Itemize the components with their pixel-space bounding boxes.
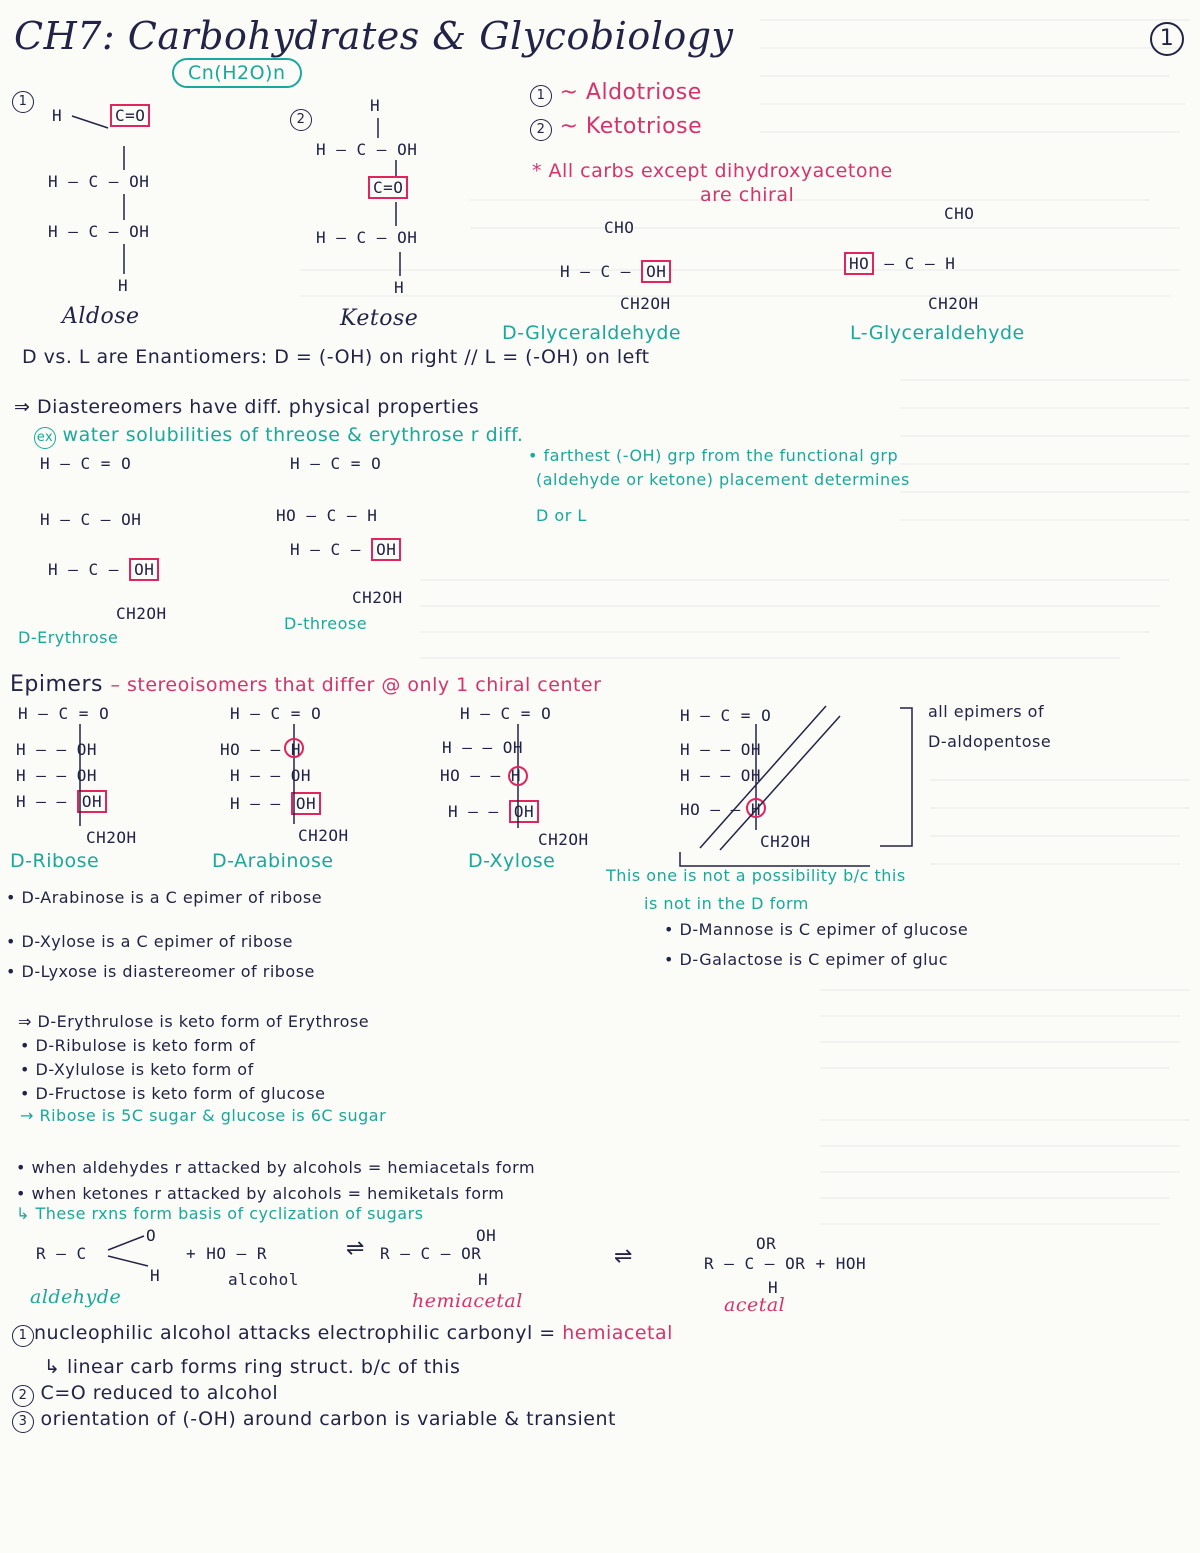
reaction-aldehyde-o: O: [146, 1226, 157, 1245]
keto-form-fructose: • D-Fructose is keto form of glucose: [20, 1084, 326, 1103]
mannose-fact: • D-Mannose is C epimer of glucose: [664, 920, 969, 939]
keto-form-xylulose: • D-Xylulose is keto form of: [20, 1060, 254, 1079]
step-3: 3 orientation of (-OH) around carbon is variable & transient: [12, 1408, 616, 1433]
ketose-top: H: [370, 96, 381, 115]
arabinose-top: H — C = O: [230, 704, 322, 723]
ribose-row-3: H — — OH: [16, 792, 107, 811]
label-hemiacetal: hemiacetal: [412, 1290, 523, 1312]
aldose-bottom: H: [118, 276, 129, 295]
ribose-glucose-note: → Ribose is 5C sugar & glucose is 6C sugar: [20, 1106, 387, 1125]
erythrose-row-2: H — C — OH: [48, 560, 159, 579]
epimer-fact-xylose: • D-Xylose is a C epimer of ribose: [6, 932, 293, 951]
epimer-fact-arabinose: • D-Arabinose is a C epimer of ribose: [6, 888, 323, 907]
enantiomer-note: D vs. L are Enantiomers: D = (-OH) on right // L = (-OH) on left: [22, 346, 650, 368]
l-glyceraldehyde-ho: HO: [844, 252, 874, 275]
reaction-hemiacetal: R — C — OR: [380, 1244, 482, 1263]
bond-line: [108, 1236, 144, 1250]
page-title: CH7: Carbohydrates & Glycobiology: [14, 14, 734, 58]
ribose-label: D-Ribose: [10, 850, 100, 872]
dl-note-line-3: D or L: [536, 506, 587, 525]
xylose-bottom: CH2OH: [538, 830, 589, 849]
ketose-label: Ketose: [340, 306, 419, 331]
reaction-alcohol-reagent: + HO — R: [186, 1244, 268, 1263]
epimer-bracket: [880, 708, 912, 846]
invalid-structure-row-2: H — — OH: [680, 766, 762, 785]
epimer-bracket: [680, 852, 870, 866]
cross-out-line: [720, 716, 840, 850]
hemiketal-note: • when ketones r attacked by alcohols = hemiketals form: [16, 1184, 505, 1203]
threose-label: D-threose: [284, 614, 368, 633]
d-glyceraldehyde-oh: OH: [641, 260, 671, 283]
d-glyceraldehyde-top: CHO: [604, 218, 635, 237]
ribose-bottom: CH2OH: [86, 828, 137, 847]
erythrose-row-1: H — C — OH: [40, 510, 142, 529]
ribose-oh: OH: [77, 790, 107, 813]
erythrose-label: D-Erythrose: [18, 628, 119, 647]
bond-line: [108, 1256, 148, 1266]
aldose-row-2: H — C — OH: [48, 222, 150, 241]
invalid-structure-top: H — C = O: [680, 706, 772, 725]
erythrose-bottom: CH2OH: [116, 604, 167, 623]
d-glyceraldehyde-middle: H — C — OH: [560, 262, 671, 281]
l-glyceraldehyde-top: CHO: [944, 204, 975, 223]
erythrose-top: H — C = O: [40, 454, 132, 473]
dl-note-line-1: • farthest (-OH) grp from the functional grp: [528, 446, 899, 465]
ketose-row-1: H — C — OH: [316, 140, 418, 159]
invalid-structure-row-1: H — — OH: [680, 740, 762, 759]
l-glyceraldehyde-bottom: CH2OH: [928, 294, 979, 313]
xylose-oh: OH: [509, 800, 539, 823]
cross-out-line: [700, 706, 826, 848]
label-acetal: acetal: [724, 1294, 786, 1316]
step-2: 2 C=O reduced to alcohol: [12, 1382, 278, 1407]
arabinose-row-3: H — — OH: [230, 794, 321, 813]
threose-bottom: CH2OH: [352, 588, 403, 607]
aldose-h: H: [52, 106, 63, 125]
ketose-number: 2: [290, 108, 312, 131]
diastereomer-heading: ⇒ Diastereomers have diff. physical properties: [14, 396, 480, 418]
not-possible-line-2: is not in the D form: [644, 894, 809, 913]
reaction-equilibrium-1: ⇌: [346, 1236, 365, 1261]
ketose-bottom: H: [394, 278, 405, 297]
bracket-note-line-1: all epimers of: [928, 702, 1045, 721]
xylose-top: H — C = O: [460, 704, 552, 723]
cyclization-note: ↳ These rxns form basis of cyclization of sugars: [16, 1204, 424, 1223]
formula-bubble: Cn(H2O)n: [172, 58, 302, 88]
arabinose-row-1: HO — — H: [220, 740, 302, 759]
threose-row-2: H — C — OH: [290, 540, 401, 559]
diastereomer-example: ex water solubilities of threose & erythrose r diff.: [34, 424, 523, 449]
erythrose-oh: OH: [129, 558, 159, 581]
xylose-row-2: HO — — H: [440, 766, 522, 785]
xylose-label: D-Xylose: [468, 850, 556, 872]
reaction-acetal: R — C — OR + HOH: [704, 1254, 867, 1273]
arabinose-oh: OH: [291, 792, 321, 815]
bond-line: [72, 116, 108, 128]
keto-form-ribulose: • D-Ribulose is keto form of: [20, 1036, 256, 1055]
ketose-row-2: H — C — OH: [316, 228, 418, 247]
aldotriose-note: 1 ~ Aldotriose: [530, 80, 702, 107]
step-1: 1 nucleophilic alcohol attacks electrophilic carbonyl = hemiacetal: [12, 1322, 673, 1347]
xylose-row-1: H — — OH: [442, 738, 524, 757]
reaction-hemiacetal-oh: OH: [476, 1226, 497, 1245]
threose-top: H — C = O: [290, 454, 382, 473]
arabinose-label: D-Arabinose: [212, 850, 334, 872]
reaction-alcohol-label: alcohol: [228, 1270, 299, 1289]
ribose-top: H — C = O: [18, 704, 110, 723]
reaction-acetal-or: OR: [756, 1234, 777, 1253]
arabinose-row-2: H — — OH: [230, 766, 312, 785]
keto-form-erythrulose: ⇒ D-Erythrulose is keto form of Erythrose: [18, 1012, 370, 1031]
bracket-note-line-2: D-aldopentose: [928, 732, 1052, 751]
ribose-row-1: H — — OH: [16, 740, 98, 759]
page-number: 1: [1150, 22, 1184, 56]
l-glyceraldehyde-label: L-Glyceraldehyde: [850, 322, 1025, 344]
dl-note-line-2: (aldehyde or ketone) placement determines: [536, 470, 910, 489]
invalid-structure-bottom: CH2OH: [760, 832, 811, 851]
label-aldehyde: aldehyde: [30, 1286, 122, 1308]
reaction-aldehyde: R — C: [36, 1244, 87, 1263]
epimer-heading: Epimers – stereoisomers that differ @ only 1 chiral center: [10, 672, 602, 697]
d-glyceraldehyde-label: D-Glyceraldehyde: [502, 322, 682, 344]
reaction-aldehyde-h: H: [150, 1266, 161, 1285]
not-possible-line-1: This one is not a possibility b/c this: [606, 866, 906, 885]
hemiacetal-note: • when aldehydes r attacked by alcohols = hemiacetals form: [16, 1158, 536, 1177]
step-1-note: ↳ linear carb forms ring struct. b/c of this: [44, 1356, 461, 1378]
reaction-hemiacetal-h: H: [478, 1270, 489, 1289]
chiral-note-line-2: are chiral: [700, 184, 795, 206]
invalid-structure-row-3: HO — — H: [680, 800, 762, 819]
arabinose-bottom: CH2OH: [298, 826, 349, 845]
ketose-carbonyl: C=O: [368, 176, 408, 199]
ketotriose-note: 2 ~ Ketotriose: [530, 114, 702, 141]
epimer-fact-lyxose: • D-Lyxose is diastereomer of ribose: [6, 962, 315, 981]
galactose-fact: • D-Galactose is C epimer of gluc: [664, 950, 948, 969]
aldose-number: 1: [12, 90, 34, 113]
aldose-carbonyl: C=O: [110, 104, 150, 127]
d-glyceraldehyde-bottom: CH2OH: [620, 294, 671, 313]
chiral-note-line-1: * All carbs except dihydroxyacetone: [532, 160, 893, 182]
threose-oh: OH: [371, 538, 401, 561]
aldose-row-1: H — C — OH: [48, 172, 150, 191]
reaction-equilibrium-2: ⇌: [614, 1244, 633, 1269]
threose-row-1: HO — C — H: [276, 506, 378, 525]
aldose-label: Aldose: [62, 304, 140, 329]
ribose-row-2: H — — OH: [16, 766, 98, 785]
xylose-row-3: H — — OH: [448, 802, 539, 821]
reaction-acetal-h: H: [768, 1278, 779, 1297]
l-glyceraldehyde-middle: HO — C — H: [844, 254, 955, 273]
